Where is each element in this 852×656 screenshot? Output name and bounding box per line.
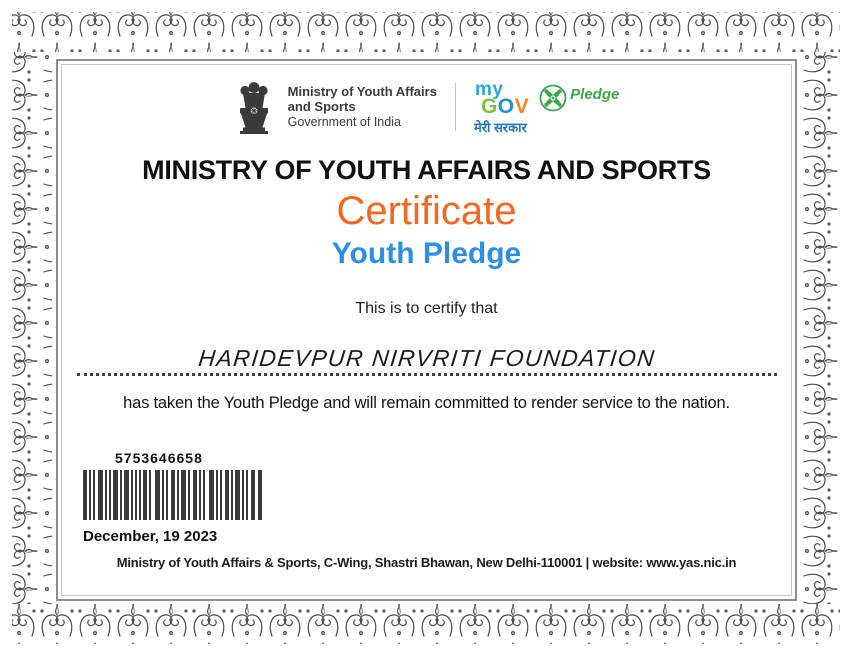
mygov-hindi-text: मेरी सरकार	[473, 120, 527, 135]
ministry-name-line2: and Sports	[287, 99, 356, 115]
certificate-number: 5753646658	[115, 450, 203, 466]
header-logos	[234, 77, 620, 137]
barcode	[83, 470, 265, 520]
mygov-logo	[474, 80, 529, 134]
pledge-statement: has taken the Youth Pledge and will remain committed to render service to the nation.	[123, 394, 730, 412]
certificate-content	[63, 65, 790, 595]
pledge-circle-icon	[539, 84, 567, 112]
ministry-title: MINISTRY OF YOUTH AFFAIRS AND SPORTS	[142, 155, 711, 185]
youth-pledge-heading: Youth Pledge	[331, 237, 522, 270]
certificate-heading: Certificate	[336, 189, 517, 233]
certify-line: This is to certify that	[355, 300, 498, 317]
ministry-name-line1: Ministry of Youth Affairs	[287, 83, 437, 99]
issue-date: December, 19 2023	[83, 528, 218, 545]
ministry-logo-text	[288, 84, 437, 130]
barcode-block	[83, 450, 265, 546]
pledge-logo-text: Pledge	[570, 86, 620, 103]
government-of-india-label: Government of India	[287, 115, 401, 130]
recipient-block	[77, 345, 777, 376]
mygov-my-text: my	[474, 79, 504, 100]
mygov-gov-text: GOV	[480, 95, 530, 118]
footer-address: Ministry of Youth Affairs & Sports, C-Wing, Shastri Bhawan, New Delhi-110001 | website: www.yas.nic.in	[116, 555, 737, 570]
emblem-of-india-icon	[234, 80, 274, 134]
recipient-name: HARIDEVPUR NIRVRITI FOUNDATION	[196, 345, 657, 371]
pledge-logo	[539, 84, 619, 112]
logo-divider	[455, 83, 456, 131]
signature-dotted-line	[77, 372, 777, 376]
